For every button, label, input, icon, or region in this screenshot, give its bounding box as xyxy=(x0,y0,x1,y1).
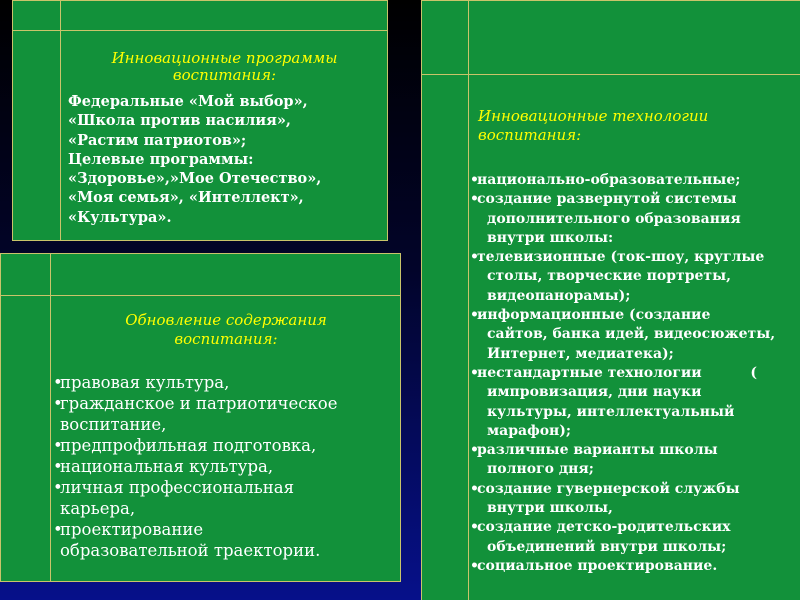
list-item xyxy=(470,480,775,519)
list-item-line: • гражданское и патриотическое xyxy=(60,394,338,413)
list-item xyxy=(470,518,775,557)
list-item-line: полного дня; xyxy=(487,461,594,478)
card-title xyxy=(468,107,800,145)
list-item-line: образовательной траектории. xyxy=(60,541,321,560)
list-item-line: видеопанорамы); xyxy=(487,287,631,304)
technology-list xyxy=(470,171,775,576)
list-item-line: столы, творческие портреты, xyxy=(487,268,732,285)
program-line: «Культура». xyxy=(68,208,172,226)
content-list xyxy=(53,372,337,561)
card-grid-vline xyxy=(50,254,51,581)
card-title-line: Обновление содержания xyxy=(125,311,327,329)
list-item-line: • телевизионные (ток-шоу, круглые xyxy=(477,249,765,266)
card-title-line: Инновационные технологии xyxy=(478,107,709,125)
list-item-line: культуры, интеллектуальный xyxy=(487,403,735,420)
list-item-line: • проектирование xyxy=(60,520,204,539)
list-item-line: • предпрофильная подготовка, xyxy=(60,436,317,455)
card-title-line: воспитания: xyxy=(478,126,582,144)
list-item-line: • информационные (создание xyxy=(477,307,711,324)
list-item-line: • создание детско-родительских xyxy=(477,519,731,536)
card-title xyxy=(60,50,389,84)
card-grid-hline xyxy=(13,30,387,31)
list-item xyxy=(470,248,775,306)
card-title-line: воспитания: xyxy=(172,66,277,84)
list-item-line: • создание развернутой системы xyxy=(477,191,737,208)
card-innovative-technologies xyxy=(421,0,800,600)
card-grid-vline xyxy=(60,1,61,240)
list-item xyxy=(53,456,337,477)
card-content-update xyxy=(0,253,401,582)
list-item xyxy=(470,441,775,480)
list-item-line: марафон); xyxy=(487,422,572,439)
program-line: Федеральные «Мой выбор», xyxy=(68,93,308,110)
list-item-line: сайтов, банка идей, видеосюжеты, xyxy=(487,326,776,343)
list-item xyxy=(470,364,775,441)
list-item xyxy=(53,477,337,519)
program-line: «Школа против насилия», xyxy=(68,112,291,130)
list-item xyxy=(470,306,775,364)
list-item-line: объединений внутри школы; xyxy=(487,538,727,555)
list-item-line: • социальное проектирование. xyxy=(477,557,718,574)
list-item-line: внутри школы, xyxy=(487,500,613,517)
list-item-line: импровизация, дни науки xyxy=(487,384,702,401)
list-item xyxy=(470,171,775,190)
program-line: «Моя семья», «Интеллект», xyxy=(68,189,304,207)
program-line: Целевые программы: xyxy=(68,150,254,168)
card-grid-hline xyxy=(1,295,400,296)
card-title xyxy=(50,311,402,349)
card-title-line: Инновационные программы xyxy=(111,49,338,67)
list-item-line: • различные варианты школы xyxy=(477,442,718,459)
list-item xyxy=(53,519,337,561)
list-item-line: • нестандартные технологии ( xyxy=(477,364,758,381)
list-item-line: • личная профессиональная xyxy=(60,478,295,497)
list-item-line: воспитание, xyxy=(60,415,167,434)
list-item-line: • национальная культура, xyxy=(60,457,274,476)
card-innovative-programs xyxy=(12,0,388,241)
card-grid-hline xyxy=(422,74,800,75)
list-item xyxy=(53,435,337,456)
program-line: «Здоровье»,»Мое Отечество», xyxy=(68,170,322,188)
card-title-line: воспитания: xyxy=(174,330,278,348)
list-item xyxy=(53,393,337,435)
list-item-line: внутри школы: xyxy=(487,229,614,246)
list-item-line: дополнительного образования xyxy=(487,210,741,227)
list-item-line: Интернет, медиатека); xyxy=(487,345,674,362)
list-item-line: • создание гувернерской службы xyxy=(477,480,740,497)
list-item-line: карьера, xyxy=(60,499,136,518)
program-line: «Растим патриотов»; xyxy=(68,131,247,149)
list-item xyxy=(470,190,775,248)
list-item xyxy=(53,372,337,393)
card-body xyxy=(68,92,321,227)
list-item-line: • национально-образовательные; xyxy=(477,172,741,188)
card-grid-vline xyxy=(468,1,469,600)
list-item xyxy=(470,557,775,576)
list-item-line: • правовая культура, xyxy=(60,373,230,392)
